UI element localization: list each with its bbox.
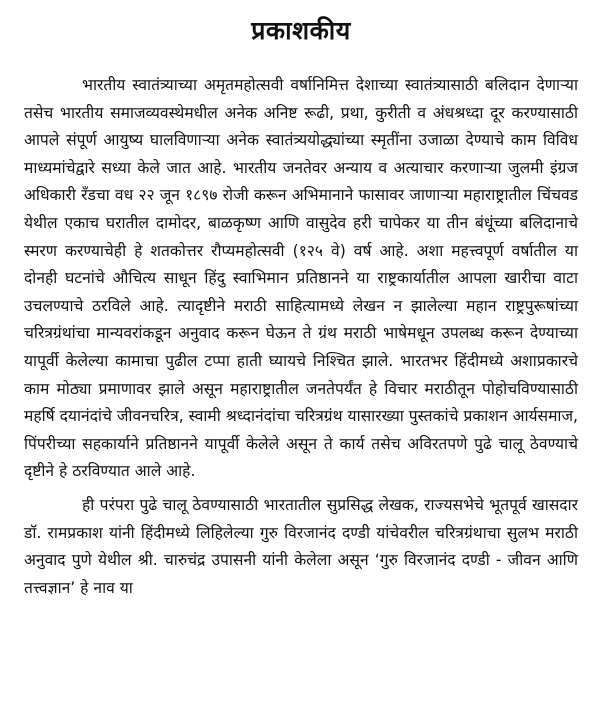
paragraph-2: ही परंपरा पुढे चालू ठेवण्यासाठी भारतातील सुप्रसिद्ध लेखक, राज्यसभेचे भूतपूर्व खासदार डॉ. रामप्रकाश यांनी हिंदीमध्ये लिहिलेल्या गुरु विरजानंद दण्डी यांचेवरील चरित्रग्रंथाचा सुलभ मराठी अनुवाद पुणे येथील श्री. चारुचंद्र उपासनी यांनी केलेला असून ‘गुरु विरजानंद दण्डी - जीवन आणि तत्त्वज्ञान’ हे नाव या [24,495,578,597]
page-title: प्रकाशकीय [251,16,351,45]
paragraph-1: भारतीय स्वातंत्र्याच्या अमृतमहोत्सवी वर्षानिमित्त देशाच्या स्वातंत्र्यासाठी बलिदान देणाऱ्या तसेच भारतीय समाजव्यवस्थेमधील अनेक अनिष्ट रूढी, प्रथा, कुरीती व अंधश्रध्दा दूर करण्यासाठी आपले संपूर्ण आयुष्य घालविणाऱ्या अनेक स्वातंत्र्ययोद्ध्यांच्या स्मृतींना उजाळा देण्याचे काम विविध माध्यमांचेद्वारे सध्या केले जात आहे. भारतीय जनतेवर अन्याय व अत्याचार करणाऱ्या जुलमी इंग्रज अधिकारी रँडचा वध २२ जून १८९७ रोजी करून अभिमानाने फासावर जाणाऱ्या महाराष्ट्रातील चिंचवड येथील एकाच घरातील दामोदर, बाळकृष्ण आणि वासुदेव हरी चापेकर या तीन बंधूंच्या बलिदानाचे स्मरण करण्याचेही हे शतकोत्तर रौप्यमहोत्सवी (१२५ वे) वर्ष आहे. अशा महत्त्वपूर्ण वर्षातील या दोनही घटनांचे औचित्य साधून हिंदु स्वाभिमान प्रतिष्ठानने या राष्ट्रकार्यातील आपला खारीचा वाटा उचलण्याचे ठरविले आहे. त्यादृष्टीने मराठी साहित्यामध्ये लेखन न झालेल्या महान राष्ट्रपुरूषांच्या चरित्रग्रंथांचा मान्यवरांकडून अनुवाद करून घेऊन ते ग्रंथ मराठी भाषेमधून उपलब्ध करून देण्याच्या यापूर्वी केलेल्या कामाचा पुढील टप्पा हाती घ्यायचे निश्चित झाले. भारतभर हिंदीमध्ये अशाप्रकारचे काम मोठ्या प्रमाणावर झाले असून महाराष्ट्रातील जनतेपर्यंत हे विचार मराठीतून पोहोचविण्यासाठी महर्षि दयानंदांचे जीवनचरित्र, स्वामी श्रध्दानंदांचा चरित्रग्रंथ यासारख्या पुस्तकांचे प्रकाशन आर्यसमाज, पिंपरीच्या सहकार्याने प्रतिष्ठानने यापूर्वी केलेले असून ते कार्य तसेच अविरतपणे पुढे चालू ठेवण्याचे दृष्टीने हे ठरविण्यात आले आहे. [24,76,578,481]
